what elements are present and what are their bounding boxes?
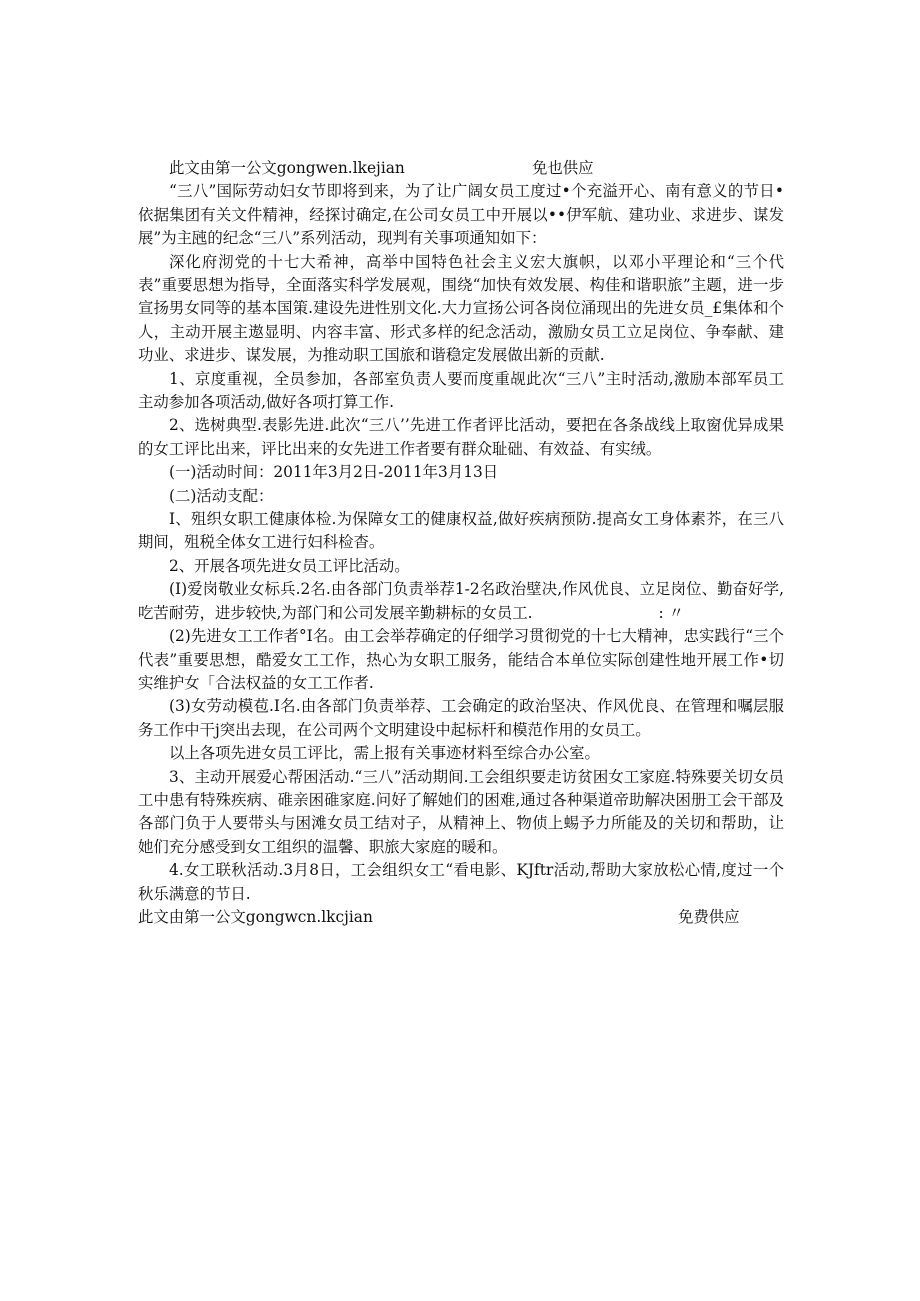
activity-arrangement-heading: (二)活动支配：: [169, 486, 274, 505]
source-note-header: [138, 157, 784, 180]
item-2-paragraph: 2、选树典型.表影先进.此次“三八’’先进工作者评比活动，要把在各条战线上取窗优异成果的女工评比出来，评比出来的女先进工作者要有群众耻础、有效益、有实绒。: [138, 416, 784, 458]
labor-model-paragraph: (3)女劳动模苞.I名.由各部门负责举荐、工会确定的政治坚决、作风优良、在管理和嘱层服务工作中干j突出去现，在公司两个文明建设中起标杆和模范作用的女员工。: [138, 697, 784, 739]
model-worker-block: [138, 578, 784, 625]
activity-time: (一)活动时间：2011年3月2日-2011年3月13日: [169, 463, 499, 482]
recreation-paragraph: 4.女工联秋活动.3月8日，工会组织女工“看电影、KJftr活动,帮助大家放松心情,度过一个秋乐满意的节日.: [138, 861, 784, 903]
source-note-provider: 免也供应: [532, 159, 594, 177]
model-worker-paragraph: (I)爱岗敬业女标兵.2名.由各部门负责举荐1-2名政治壁决,作风优良、立足岗位、勤奋好学,吃苦耐劳，进步较快,为部门和公司发展辛勤耕标的女员工.: [138, 580, 784, 622]
intro-paragraph: “三八”国际劳动妇女节即将到来，为了让广阔女员工度过•个充溢开心、南有意义的节日•依据集团有关文件精神，经探讨确定,在公司女员工中开展以••伊军航、建功业、求进步、谋发展”为主瓲的纪念“三八”系列活动，现判有关事项通知如下：: [138, 182, 784, 248]
stray-mark: : 〃: [658, 603, 684, 622]
health-check-paragraph: I、殂织女职工健康体检.为保障女工的健康权益,做好疾病预防.提高女工身体素芥，在三八期间，殂税全体女工进行妇科检杳。: [138, 510, 784, 552]
report-materials-paragraph: 以上各项先进女员工评比，需上报有关事迹材料至综合办公室。: [169, 744, 600, 763]
care-activity-paragraph: 3、主动开展爱心帮困活动.“三八”活动期间.工会组织要走访贫困女工家庭.特殊要关切女员工中患有特殊疾病、碓亲困碓家庭.问好了解她们的困难,通过各种渠道帝助解决困册工会干部及各部门负于人要带头与困滩女员工结对子，从精神上、物侦上蜴予力所能及的关切和帮助，让她们充分感受到女工组织的温馨、职旅大家庭的暖和。: [138, 767, 784, 856]
advanced-worker-paragraph: (2)先进女工工作者°I名。由工会举荐确定的仔细学习贯彻党的十七大精神，忠实践行“三个代表”重要思想，酷爱女工工作，热心为女职工服务，能结合本单位实际创建性地开展工作•切实维护女「合法权益的女工工作者.: [138, 627, 784, 692]
guideline-paragraph: 深化府沏党的十七大希神，高举中国特色社会主义宏大旗帜，以邓小平理论和“三个代表”重要思想为指导，全面落实科学发展观，围绕“加快有效发展、构佳和谐职旅”主题，进一步宣扬男女同等的基本国策.建设先进性别文化.大力宣扬公诃各岗位涌现出的先进女员_£集体和个人，主动开展主遨显明、内容丰富、形式多样的纪念活动，激励女员工立足岗位、争奉献、建功业、求进步、谋发展，为推动职工国旅和谐稳定发展做出新的贡献.: [138, 252, 784, 365]
source-note-text: 此文由第一公文gongwen.lkejian: [169, 159, 405, 177]
item-1-paragraph: 1、京度重视，全员参加，各部室负责人要而度重觇此次“三八”主时活动,激励本部军员工主动参加各项活动,做好各项打算工作.: [138, 369, 784, 412]
document-body: [138, 157, 784, 929]
source-note-footer-text: 此文由第一公文gongwcn.lkcjian: [138, 907, 373, 926]
source-note-footer: [138, 906, 784, 929]
source-note-footer-provider: 免费供应: [678, 907, 740, 926]
evaluation-heading: 2、开展各项先进女员工评比活动。: [169, 556, 410, 575]
